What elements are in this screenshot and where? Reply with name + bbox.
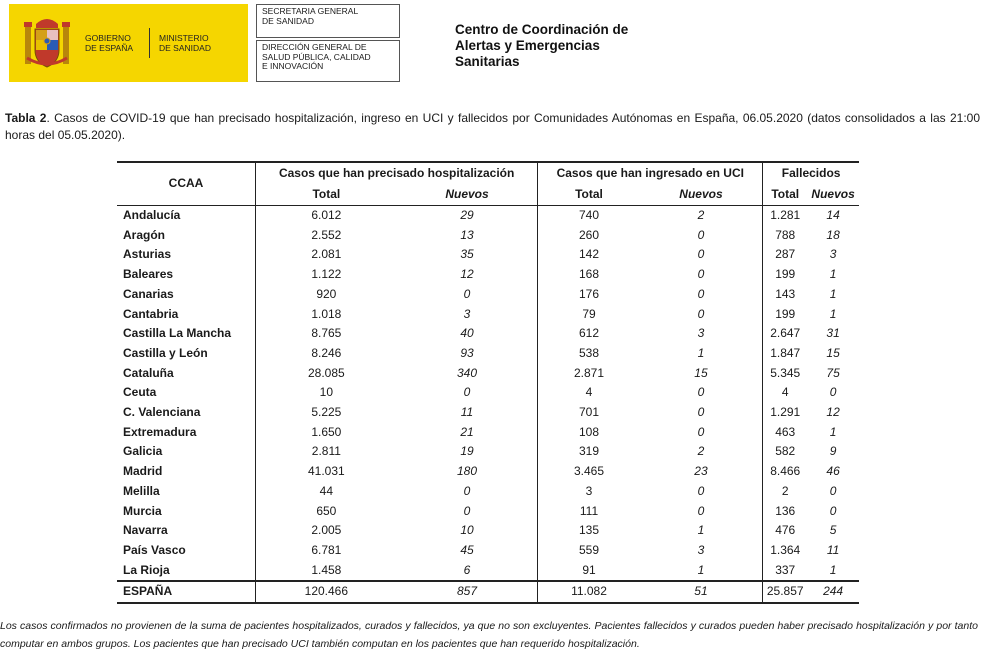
u-nuevos-cell: 2 (697, 444, 705, 459)
ccaa-cell: C. Valenciana (123, 405, 201, 420)
total-row (117, 581, 859, 603)
h-total-cell: 5.225 (256, 403, 397, 423)
u-nuevos-cell: 0 (697, 483, 705, 498)
h-total-cell: 10 (256, 383, 397, 403)
covid-table (117, 161, 859, 604)
table-row (117, 442, 859, 462)
f-nuevos-cell: 1 (829, 424, 837, 439)
h-nuevos-cell: 0 (463, 503, 471, 518)
h-nuevos-cell: 0 (463, 483, 471, 498)
ccaa-cell: Ceuta (123, 385, 157, 400)
direccion-box: DIRECCIÓN GENERAL DE SALUD PÚBLICA, CALIDAD E INNOVACIÓN (256, 40, 400, 82)
u-nuevos-cell: 0 (697, 424, 705, 439)
table-caption (5, 110, 980, 144)
table-row (117, 226, 859, 246)
ccaa-cell: Canarias (123, 286, 174, 301)
h-nuevos-cell: 29 (460, 208, 474, 222)
u-nuevos-cell: 2 (697, 208, 705, 222)
u-nuevos-cell: 1 (697, 523, 705, 538)
h-total-cell: 6.012 (256, 206, 397, 226)
f-total-cell: 199 (763, 265, 807, 285)
u-total-cell: 2.871 (538, 364, 640, 384)
ccaa-cell: Baleares (123, 267, 174, 282)
table-row (117, 541, 859, 561)
table-row (117, 423, 859, 443)
h-nuevos-cell: 40 (460, 326, 474, 341)
u-nuevos-cell: 0 (697, 503, 705, 518)
f-nuevos-cell: 15 (826, 345, 840, 360)
f-nuevos-cell: 5 (829, 523, 837, 538)
ccaa-cell: Murcia (123, 503, 162, 518)
ccaa-cell: Asturias (123, 247, 172, 262)
f-total-cell: 5.345 (763, 364, 807, 384)
u-total-cell: 3.465 (538, 462, 640, 482)
u-total-cell: 142 (538, 245, 640, 265)
table-row (117, 561, 859, 582)
table-row (117, 324, 859, 344)
f-total-cell: 476 (763, 521, 807, 541)
caption-text: . Casos de COVID-19 que han precisado hospitalización, ingreso en UCI y fallecidos por Comunidades Autónomas en España, 06.05.2020 (datos consolidados a las 21:00 horas del 05.05.2020). (5, 111, 980, 142)
f-total-cell: 8.466 (763, 462, 807, 482)
ccaa-cell: Andalucía (123, 208, 181, 222)
ccaa-cell: La Rioja (123, 562, 170, 577)
h-nuevos-cell: 10 (460, 523, 474, 538)
h-total-cell: 44 (256, 482, 397, 502)
group-fallecidos: Fallecidos (763, 162, 859, 184)
f-total-cell: 337 (763, 561, 807, 582)
h-nuevos-cell: 0 (463, 286, 471, 301)
h-nuevos-cell: 35 (460, 247, 474, 262)
f-nuevos-cell: 31 (826, 326, 840, 341)
u-nuevos-cell: 1 (697, 562, 705, 577)
h-total-cell: 650 (256, 502, 397, 522)
u-nuevos-cell: 1 (697, 345, 705, 360)
u-nuevos-cell: 3 (697, 542, 705, 557)
ccaa-cell: Madrid (123, 464, 163, 479)
ccaa-cell: Extremadura (123, 424, 197, 439)
f-nuevos-cell: 1 (829, 306, 837, 321)
u-total-cell: 108 (538, 423, 640, 443)
h-total-cell: 6.781 (256, 541, 397, 561)
f-nuevos-cell: 18 (826, 227, 840, 242)
f-total-cell: 2.647 (763, 324, 807, 344)
ccaa-cell: Aragón (123, 227, 165, 242)
f-nuevos-cell: 0 (829, 503, 837, 518)
h-total-cell: 2.081 (256, 245, 397, 265)
f-total-cell: 2 (763, 482, 807, 502)
f-nuevos-cell: 12 (826, 405, 840, 420)
u-total-cell: 11.082 (538, 581, 640, 603)
h-total-cell: 41.031 (256, 462, 397, 482)
sub-header-total: Total (538, 184, 640, 206)
f-nuevos-cell: 9 (829, 444, 837, 459)
gobierno-label: GOBIERNO DE ESPAÑA (85, 33, 134, 53)
h-nuevos-cell: 857 (397, 581, 538, 603)
table-row (117, 482, 859, 502)
u-nuevos-cell: 3 (697, 326, 705, 341)
u-nuevos-cell: 0 (697, 227, 705, 242)
f-nuevos-cell: 46 (826, 464, 840, 479)
h-nuevos-cell: 6 (463, 562, 471, 577)
ccaa-cell: Castilla y León (123, 345, 208, 360)
f-total-cell: 143 (763, 285, 807, 305)
sub-header-total: Total (256, 184, 397, 206)
table-row (117, 462, 859, 482)
table-row (117, 364, 859, 384)
f-nuevos-cell: 0 (829, 483, 837, 498)
u-total-cell: 176 (538, 285, 640, 305)
u-nuevos-cell: 15 (694, 365, 708, 380)
u-total-cell: 701 (538, 403, 640, 423)
u-total-cell: 91 (538, 561, 640, 582)
h-nuevos-cell: 12 (460, 267, 474, 282)
f-nuevos-cell: 1 (829, 267, 837, 282)
h-total-cell: 920 (256, 285, 397, 305)
table-row (117, 305, 859, 325)
f-total-cell: 1.847 (763, 344, 807, 364)
f-total-cell: 287 (763, 245, 807, 265)
group-hospitalizacion: Casos que han precisado hospitalización (256, 162, 538, 184)
u-nuevos-cell: 0 (697, 267, 705, 282)
f-total-cell: 788 (763, 226, 807, 246)
f-nuevos-cell: 14 (826, 208, 840, 222)
u-total-cell: 538 (538, 344, 640, 364)
u-total-cell: 612 (538, 324, 640, 344)
u-total-cell: 319 (538, 442, 640, 462)
caption-label: Tabla 2 (5, 111, 47, 125)
u-total-cell: 135 (538, 521, 640, 541)
h-nuevos-cell: 0 (463, 385, 471, 400)
logo-divider (149, 28, 150, 58)
coat-of-arms-icon (22, 14, 72, 72)
h-nuevos-cell: 11 (460, 405, 474, 420)
group-uci: Casos que han ingresado en UCI (538, 162, 763, 184)
h-total-cell: 1.122 (256, 265, 397, 285)
ministerio-label: MINISTERIO DE SANIDAD (159, 33, 211, 53)
sub-header-nuevos: Nuevos (397, 184, 538, 206)
u-total-cell: 260 (538, 226, 640, 246)
f-total-cell: 199 (763, 305, 807, 325)
h-nuevos-cell: 180 (456, 464, 478, 479)
secretaria-box: SECRETARIA GENERAL DE SANIDAD (256, 4, 400, 38)
u-nuevos-cell: 23 (694, 464, 708, 479)
u-total-cell: 79 (538, 305, 640, 325)
ccaa-cell: Navarra (123, 523, 168, 538)
center-title: Centro de Coordinación de Alertas y Emergencias Sanitarias (455, 22, 629, 69)
table-body (117, 206, 859, 604)
u-nuevos-cell: 0 (697, 286, 705, 301)
f-nuevos-cell: 3 (829, 247, 837, 262)
sub-header-nuevos: Nuevos (807, 184, 859, 206)
u-nuevos-cell: 0 (697, 306, 705, 321)
h-nuevos-cell: 19 (460, 444, 474, 459)
h-total-cell: 1.018 (256, 305, 397, 325)
f-total-cell: 582 (763, 442, 807, 462)
h-nuevos-cell: 21 (460, 424, 474, 439)
f-total-cell: 1.291 (763, 403, 807, 423)
h-nuevos-cell: 13 (460, 227, 474, 242)
h-total-cell: 2.552 (256, 226, 397, 246)
f-total-cell: 1.281 (763, 206, 807, 226)
ccaa-cell: ESPAÑA (117, 581, 256, 603)
table-row (117, 383, 859, 403)
u-total-cell: 168 (538, 265, 640, 285)
sub-header-nuevos: Nuevos (640, 184, 763, 206)
table-row (117, 265, 859, 285)
f-nuevos-cell: 1 (829, 562, 837, 577)
h-nuevos-cell: 93 (460, 345, 474, 360)
u-nuevos-cell: 0 (697, 385, 705, 400)
footnote: Los casos confirmados no provienen de la suma de pacientes hospitalizados, curados y fallecidos, ya que no son excluyentes. Pacientes fallecidos y curados pueden haber precisado hospitalización y por tanto computar en ambos grupos. Los pacientes que han precisado UCI también computan en los pacientes que han requerido hospitalización. (0, 620, 978, 650)
f-nuevos-cell: 0 (829, 385, 837, 400)
ccaa-cell: Melilla (123, 483, 160, 498)
h-nuevos-cell: 45 (460, 542, 474, 557)
table-row (117, 344, 859, 364)
f-total-cell: 1.364 (763, 541, 807, 561)
ccaa-cell: Cataluña (123, 365, 174, 380)
u-nuevos-cell: 0 (697, 247, 705, 262)
f-nuevos-cell: 75 (826, 365, 840, 380)
h-total-cell: 28.085 (256, 364, 397, 384)
h-total-cell: 8.246 (256, 344, 397, 364)
h-total-cell: 1.650 (256, 423, 397, 443)
table-row (117, 245, 859, 265)
u-nuevos-cell: 0 (697, 405, 705, 420)
f-total-cell: 463 (763, 423, 807, 443)
ccaa-cell: Galicia (123, 444, 163, 459)
table-row (117, 502, 859, 522)
h-total-cell: 120.466 (256, 581, 397, 603)
table-row (117, 285, 859, 305)
ccaa-cell: Cantabria (123, 306, 179, 321)
sub-header-total: Total (763, 184, 807, 206)
f-nuevos-cell: 244 (807, 581, 859, 603)
h-total-cell: 8.765 (256, 324, 397, 344)
h-nuevos-cell: 3 (463, 306, 471, 321)
ccaa-cell: País Vasco (123, 542, 186, 557)
h-nuevos-cell: 340 (456, 365, 478, 380)
ccaa-header: CCAA (117, 162, 256, 206)
u-nuevos-cell: 51 (640, 581, 763, 603)
f-nuevos-cell: 11 (826, 542, 840, 557)
table-row (117, 403, 859, 423)
f-nuevos-cell: 1 (829, 286, 837, 301)
u-total-cell: 740 (538, 206, 640, 226)
u-total-cell: 3 (538, 482, 640, 502)
h-total-cell: 1.458 (256, 561, 397, 582)
h-total-cell: 2.005 (256, 521, 397, 541)
government-logo-band (9, 4, 248, 82)
f-total-cell: 4 (763, 383, 807, 403)
h-total-cell: 2.811 (256, 442, 397, 462)
u-total-cell: 559 (538, 541, 640, 561)
ccaa-cell: Castilla La Mancha (123, 326, 232, 341)
f-total-cell: 25.857 (763, 581, 807, 603)
u-total-cell: 4 (538, 383, 640, 403)
table-row (117, 521, 859, 541)
table-row (117, 206, 859, 226)
u-total-cell: 111 (538, 502, 640, 522)
f-total-cell: 136 (763, 502, 807, 522)
